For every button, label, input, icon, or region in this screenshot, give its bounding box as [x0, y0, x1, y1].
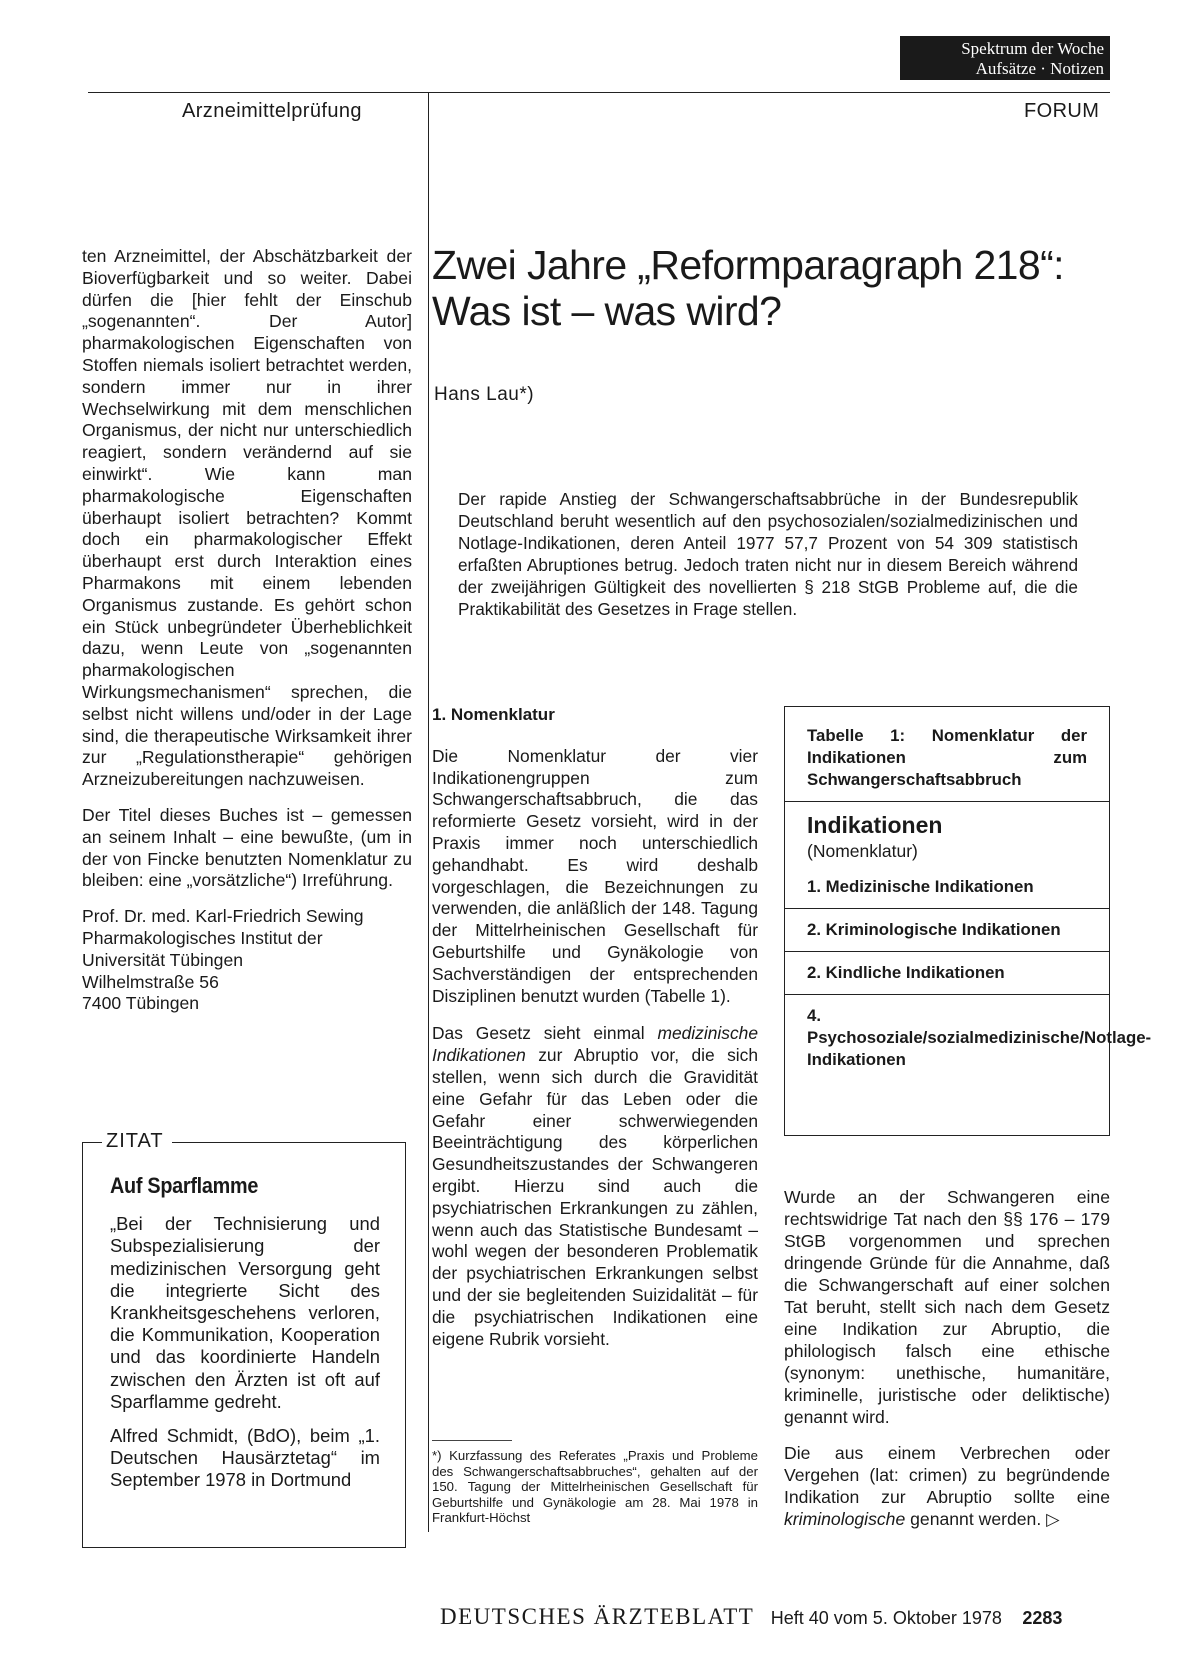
- emphasis: kriminologische: [784, 1509, 906, 1529]
- header-rule: [88, 92, 1110, 93]
- left-paragraph-2: Der Titel dieses Buches ist – gemessen an seinem Inhalt – eine bewußte, (um in der von Fincke benutzten Nomenklatur zu bleiben: eine „vorsätzliche“) Irreführung.: [82, 804, 412, 891]
- badge-line-1: Spektrum der Woche: [961, 39, 1104, 58]
- table-1: [784, 706, 1152, 1136]
- running-head-right: FORUM: [1024, 100, 1100, 122]
- article-abstract: Der rapide Anstieg der Schwangerschaftsabbrüche in der Bundesrepublik Deutschland beruht wesentlich auf den psychosozialen/sozialmedizinischen und Notlage-Indikationen, deren Anteil 1977 57,7 Prozent von 54 309 statistisch erfaßten Abruptiones betrug. Jedoch traten nicht nur in diesem Bereich während der zweijährigen Gültigkeit des novellierten § 218 StGB Probleme auf, die die Praktikabilität des Gesetzes in Frage stellen.: [458, 489, 1078, 619]
- continue-arrow-icon: ▷: [1046, 1509, 1060, 1529]
- footnote: *) Kurzfassung des Referates „Praxis und Probleme des Schwangerschaftsabbruches“, gehalten auf der 150. Tagung der Mittelrheinischen Gesellschaft für Geburtshilfe und Gynäkologie am 28. Mai 1978 in Frankfurt-Höchst: [432, 1448, 758, 1526]
- left-paragraph-1: ten Arzneimittel, der Abschätzbarkeit der Bioverfügbarkeit und so weiter. Dabei dürfen die [hier fehlt der Einschub „sogenannten“. Der Autor] pharmakologischen Eigenschaften von Stoffen niemals isoliert betrachtet werden, sondern immer nur in ihrer Wechselwirkung mit dem menschlichen Organismus, der nicht nur unterschiedlich reagiert, sondern verändernd auf sie einwirkt“. Wie kann man pharmakologische Eigenschaften überhaupt isoliert betrachten? Kommt doch ein pharmakologischer Effekt überhaupt erst durch Interaktion eines Pharmakons mit einem lebenden Organismus zustande. Es gehört schon ein Stück unbegründeter Überheblichkeit dazu, wenn Leute von „sogenannten pharmakologischen Wirkungsmechanismen“ sprechen, die selbst nicht willens und/oder in der Lage sind, die therapeutische Wirksamkeit ihrer zur „Regulationstherapie“ gehörigen Arzneizubereitungen nachzuweisen.: [82, 246, 412, 790]
- right-paragraph-2: Die aus einem Verbrechen oder Vergehen (lat: crimen) zu begründende Indikation zur Abruptio sollte eine kriminologische genannt werden. ▷: [784, 1443, 1110, 1529]
- table-row: 1. Medizinische Indikationen: [807, 877, 1034, 896]
- middle-paragraph-1: Die Nomenklatur der vier Indikationengruppen zum Schwangerschaftsabbruch, die das reformierte Gesetz vorsieht, wird in der Praxis immer noch unterschiedlich gehandhabt. Es wird deshalb vorgeschlagen, die Bezeichnungen zu verwenden, die anläßlich der 148. Tagung der Mittelrheinischen Gesellschaft für Geburtshilfe und Gynäkologie von Sachverständigen der entsprechenden Disziplinen benutzt wurden (Tabelle 1).: [432, 745, 758, 1006]
- column-divider: [428, 92, 429, 1532]
- table-row: 4. Psychosoziale/sozialmedizinische/Notlage-Indikationen: [785, 994, 1109, 1081]
- address-line: Universität Tübingen: [82, 949, 244, 970]
- address-line: Pharmakologisches Institut der: [82, 927, 323, 948]
- zitat-box-top-rule: [172, 1142, 406, 1143]
- journal-name: DEUTSCHES ÄRZTEBLATT: [440, 1604, 755, 1629]
- badge-line-2: Aufsätze · Notizen: [975, 59, 1104, 78]
- right-paragraph-1: Wurde an der Schwangeren eine rechtswidrige Tat nach den §§ 176 – 179 StGB vorgenommen und sprechen dringende Gründe für die Annahme, daß die Schwangerschaft auf einer solchen Tat beruht, stellt sich nach dem Gesetz eine Indikation zur Abruptio, die philologisch falsch eine ethische (synonym: unethische, humanitäre, kriminelle, juristische oder deliktische) genannt wird.: [784, 1187, 1110, 1427]
- table-header-title: Indikationen: [807, 812, 943, 838]
- title-line-1: Zwei Jahre „Reformparagraph 218“:: [432, 242, 1064, 288]
- page-footer: [440, 1604, 1062, 1630]
- address-line: 7400 Tübingen: [82, 993, 200, 1014]
- right-column: [784, 1186, 1110, 1544]
- zitat-box-top-rule: [82, 1142, 102, 1143]
- section-badge: [900, 36, 1110, 80]
- table-row: 2. Kindliche Indikationen: [785, 951, 1109, 994]
- zitat-quote: „Bei der Technisierung und Subspezialisierung der medizinischen Versorgung geht die integrierte Sicht des Krankheitsgeschehens verloren, die Kommunikation, Kooperation und das koordinierte Handeln zwischen den Ärzten ist oft auf Sparflamme gedreht.: [110, 1213, 380, 1412]
- table-header-subtitle: (Nomenklatur): [807, 841, 918, 861]
- zitat-heading: Auf Sparflamme: [110, 1173, 259, 1198]
- zitat-source: Alfred Schmidt, (BdO), beim „1. Deutschen Hausärztetag“ im September 1978 in Dortmund: [110, 1425, 380, 1491]
- footnote-rule: [432, 1440, 512, 1441]
- page-number: 2283: [1022, 1608, 1063, 1628]
- emphasis: medizinische Indikationen: [432, 1023, 758, 1066]
- zitat-content: [110, 1175, 380, 1504]
- running-head-left: Arzneimittelprüfung: [182, 100, 362, 122]
- article-author: Hans Lau*): [434, 384, 535, 405]
- left-column: [82, 246, 412, 1015]
- table-caption: Tabelle 1: Nomenklatur der Indikationen zum Schwangerschaftsabbruch: [807, 726, 1087, 789]
- table-row: 2. Kriminologische Indikationen: [785, 908, 1109, 951]
- issue-info: Heft 40 vom 5. Oktober 1978: [770, 1608, 1002, 1628]
- author-address: [82, 906, 412, 1015]
- table-header: [785, 802, 1109, 870]
- zitat-label: ZITAT: [106, 1130, 164, 1152]
- address-line: Wilhelmstraße 56: [82, 971, 219, 992]
- article-title: [432, 242, 1112, 334]
- section-heading: 1. Nomenklatur: [432, 705, 555, 724]
- title-line-2: Was ist – was wird?: [432, 288, 782, 334]
- address-line: Prof. Dr. med. Karl-Friedrich Sewing: [82, 906, 364, 927]
- middle-column: [432, 704, 758, 1366]
- middle-paragraph-2: Das Gesetz sieht einmal medizinische Indikationen zur Abruptio vor, die sich stellen, wenn sich durch die Gravidität eine Gefahr für das Leben oder die Gefahr einer schwerwiegenden Beeinträchtigung des körperlichen Gesundheitszustandes der Schwangeren ergibt. Hierzu sind auch die psychiatrischen Erkrankungen zu zählen, wenn auch das Statistische Bundesamt – wohl wegen der besonderen Problematik der psychiatrischen Erkrankungen selbst und der sie begleitenden Suizidalität – für die psychiatrischen Indikationen eine eigene Rubrik vorsieht.: [432, 1023, 758, 1349]
